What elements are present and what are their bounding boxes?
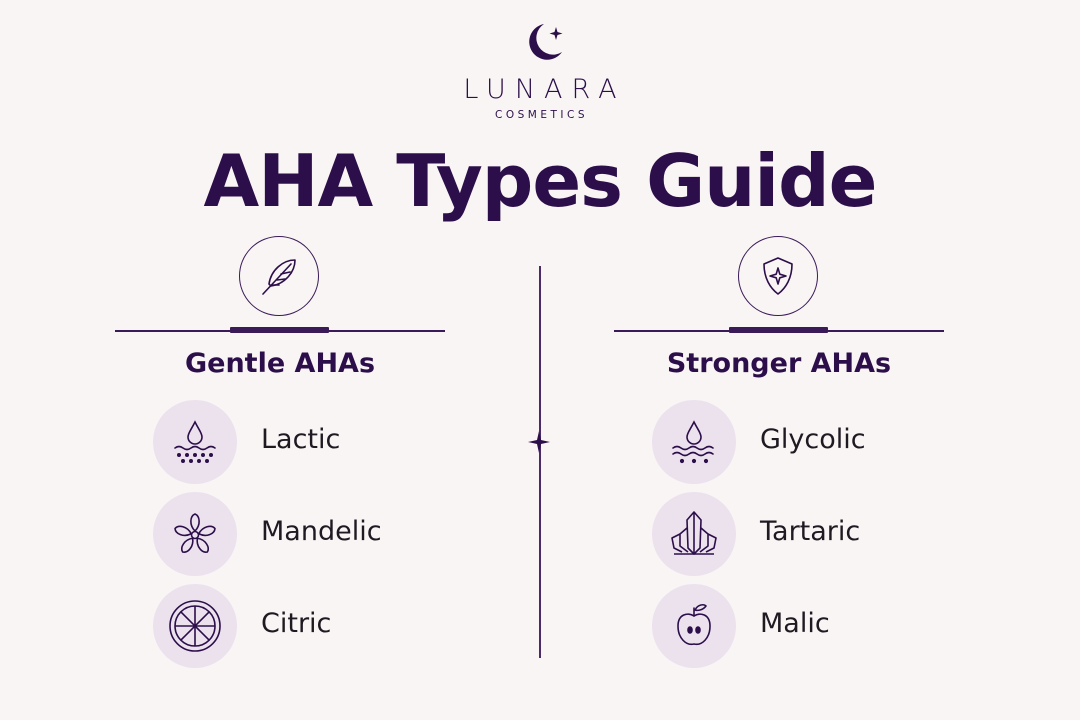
list-item-mandelic xyxy=(153,492,453,576)
item-label: Malic xyxy=(760,608,830,639)
milk-drop-icon xyxy=(153,400,237,484)
list-item-glycolic xyxy=(652,400,952,484)
brand-name: LUNARA xyxy=(463,74,626,105)
apple-icon xyxy=(652,584,736,668)
shield-sparkle-icon xyxy=(738,236,818,316)
item-label: Citric xyxy=(261,608,332,639)
moon-star-logo-icon xyxy=(522,18,570,66)
item-label: Glycolic xyxy=(760,424,866,455)
citrus-slice-icon xyxy=(153,584,237,668)
crystal-icon xyxy=(652,492,736,576)
feather-icon xyxy=(239,236,319,316)
flower-icon xyxy=(153,492,237,576)
column-rule-accent xyxy=(729,327,828,333)
list-item-tartaric xyxy=(652,492,952,576)
list-item-citric xyxy=(153,584,453,668)
column-heading: Stronger AHAs xyxy=(666,348,892,379)
page-title: AHA Types Guide xyxy=(203,139,877,223)
list-item-lactic xyxy=(153,400,453,484)
list-item-malic xyxy=(652,584,952,668)
item-label: Lactic xyxy=(261,424,341,455)
sparkle-icon xyxy=(527,430,551,454)
item-label: Tartaric xyxy=(760,516,861,547)
item-label: Mandelic xyxy=(261,516,382,547)
brand-tagline: COSMETICS xyxy=(495,109,588,121)
water-drop-icon xyxy=(652,400,736,484)
column-heading: Gentle AHAs xyxy=(184,348,376,379)
center-divider xyxy=(539,266,541,658)
column-rule-accent xyxy=(230,327,329,333)
